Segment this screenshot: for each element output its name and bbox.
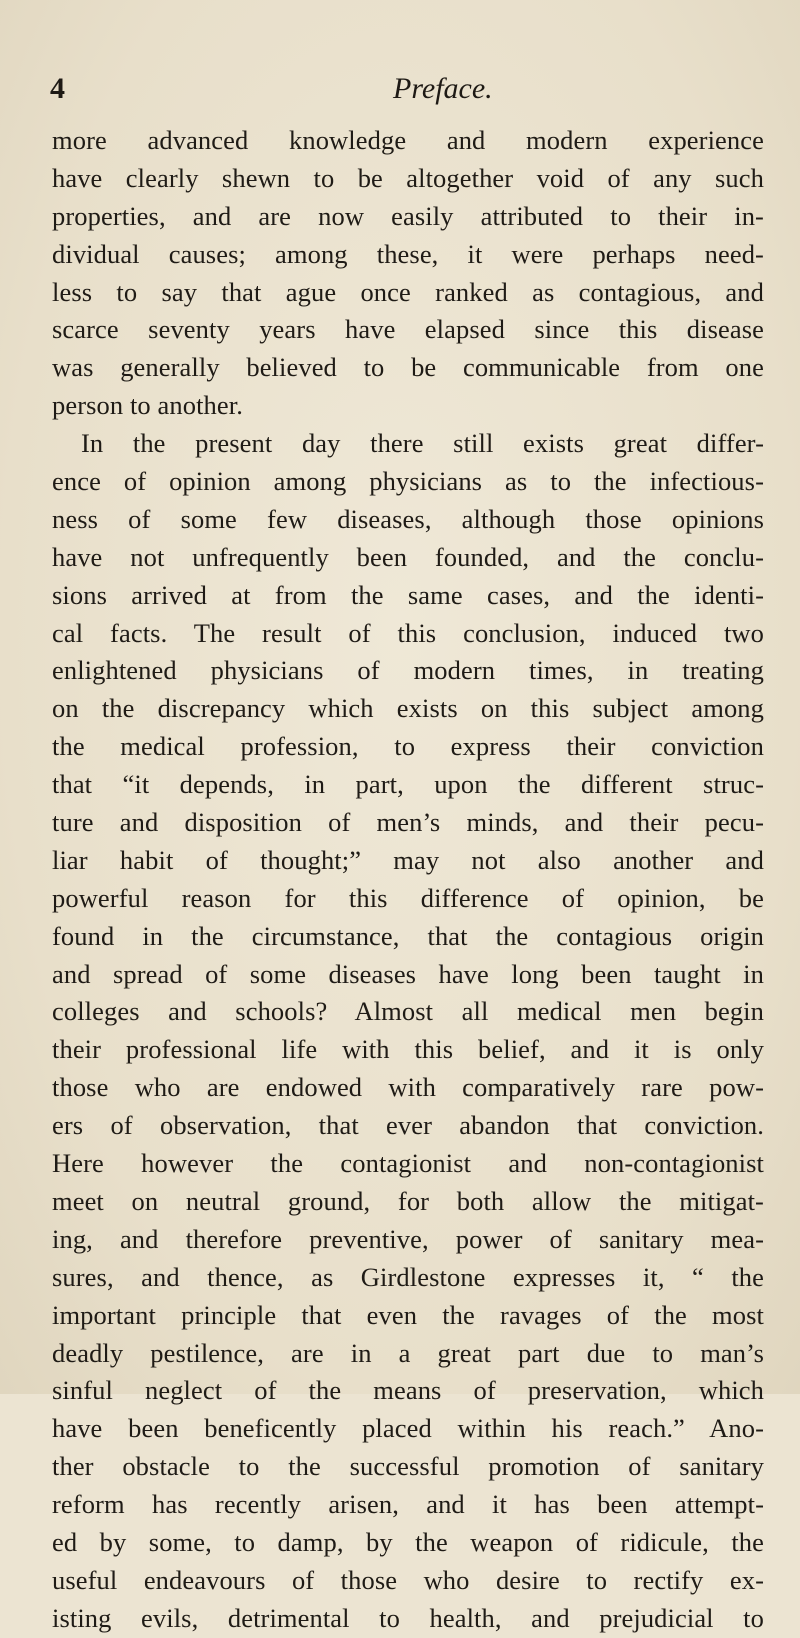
page-header [0,72,800,112]
text-line: ness of some few diseases, although those opinions [52,503,764,534]
text-line: important principle that even the ravages of the most [52,1299,764,1330]
text-line: dividual causes; among these, it were perhaps need- [52,238,764,269]
text-line: scarce seventy years have elapsed since this disease [52,314,764,345]
running-head: Preface. [393,72,493,105]
text-line: meet on neutral ground, for both allow the mitigat- [52,1185,764,1216]
text-line: enlightened physicians of modern times, in treating [52,655,764,686]
text-line: sions arrived at from the same cases, and the identi- [52,579,764,610]
text-line: have clearly shewn to be altogether void of any such [52,162,764,193]
text-line: ed by some, to damp, by the weapon of ridicule, the [52,1526,764,1557]
text-line: isting evils, detrimental to health, and prejudicial to [52,1602,764,1633]
text-line: ence of opinion among physicians as to the infectious- [52,466,764,497]
text-line: person to another. [52,390,243,421]
text-line: ture and disposition of men’s minds, and their pecu- [52,807,764,838]
text-line: have not unfrequently been founded, and the conclu- [52,541,764,572]
text-line: and spread of some diseases have long been taught in [52,958,764,989]
text-line: ers of observation, that ever abandon that conviction. [52,1110,764,1141]
text-line: found in the circumstance, that the contagious origin [52,920,764,951]
text-line: sures, and thence, as Girdlestone expresses it, “ the [52,1261,764,1292]
text-line: colleges and schools? Almost all medical men begin [52,996,764,1027]
text-line: reform has recently arisen, and it has been attempt- [52,1489,764,1520]
text-line: Here however the contagionist and non-contagionist [52,1148,764,1179]
text-line: on the discrepancy which exists on this subject among [52,693,764,724]
text-line: liar habit of thought;” may not also another and [52,844,764,875]
page-number: 4 [50,72,65,105]
text-line: ther obstacle to the successful promotion of sanitary [52,1451,764,1482]
text-line: deadly pestilence, are in a great part due to man’s [52,1337,764,1368]
body-text [52,122,764,1638]
text-line: In the present day there still exists great differ- [81,428,764,459]
text-line: have been beneficently placed within his reach.” Ano- [52,1413,764,1444]
text-line: more advanced knowledge and modern experience [52,125,764,155]
text-line: cal facts. The result of this conclusion, induced two [52,617,764,648]
text-line: the medical profession, to express their conviction [52,731,764,762]
text-line: sinful neglect of the means of preservation, which [52,1375,764,1406]
text-line: their professional life with this belief, and it is only [52,1034,764,1065]
text-line: properties, and are now easily attributed to their in- [52,200,764,231]
text-line: those who are endowed with comparatively rare pow- [52,1072,764,1103]
text-line: useful endeavours of those who desire to rectify ex- [52,1564,764,1595]
text-line: that “it depends, in part, upon the different struc- [52,769,764,800]
text-line: less to say that ague once ranked as contagious, and [52,276,764,307]
text-line: powerful reason for this difference of opinion, be [52,882,764,913]
text-line: was generally believed to be communicable from one [52,352,764,383]
text-line: ing, and therefore preventive, power of sanitary mea- [52,1223,764,1254]
